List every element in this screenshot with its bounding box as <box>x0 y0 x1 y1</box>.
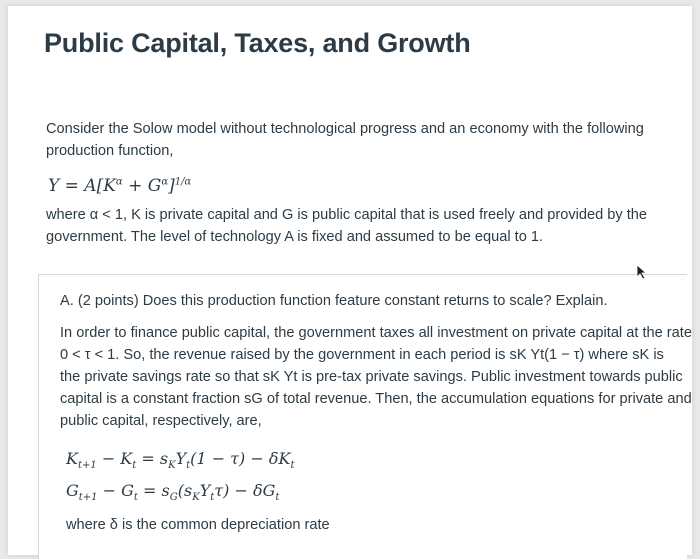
where-line-1: where α < 1, K is private capital and G is public capital that is used freely and provided by the <box>46 207 648 223</box>
equation-public-capital <box>66 480 279 509</box>
body-line-5: public capital, respectively, are, <box>60 413 262 429</box>
question-a-text: A. (2 points) Does this production function feature constant returns to scale? Explain. <box>60 293 608 309</box>
page-title: Public Capital, Taxes, and Growth <box>44 28 471 58</box>
where-line-2: government. The level of technology A is fixed and assumed to be equal to 1. <box>46 229 544 245</box>
body-line-3: the private savings rate so that sK Yt is pre-tax private savings. Public investment towards public <box>60 369 683 385</box>
equation-private-capital-text: $K_{t+1} - K_t = s_KY_t(1 - \tau) - \delta K_t$ <box>66 449 295 472</box>
depreciation-note: where δ is the common depreciation rate <box>66 517 330 533</box>
production-function <box>48 171 191 197</box>
body-line-4: capital is a constant fraction sG of total revenue. Then, the accumulation equations for private and <box>60 391 692 407</box>
mouse-cursor-icon <box>635 264 649 285</box>
production-function-text: $Y = A[K^\alpha + G^\alpha]^{1/\alpha}$ <box>48 175 192 196</box>
document-page <box>8 6 692 555</box>
intro-line-2: production function, <box>46 143 174 159</box>
body-line-1: In order to finance public capital, the government taxes all investment on private capital at the rate <box>60 325 692 341</box>
equation-public-capital-text: $G_{t+1} - G_t = s_G(s_KY_t\tau) - \delta G_t$ <box>66 481 280 504</box>
intro-line-1: Consider the Solow model without technological progress and an economy with the following <box>46 121 644 137</box>
equation-private-capital <box>66 448 294 477</box>
body-line-2: 0 < τ < 1. So, the revenue raised by the government in each period is sK Yt(1 − τ) where sK is <box>60 347 664 363</box>
